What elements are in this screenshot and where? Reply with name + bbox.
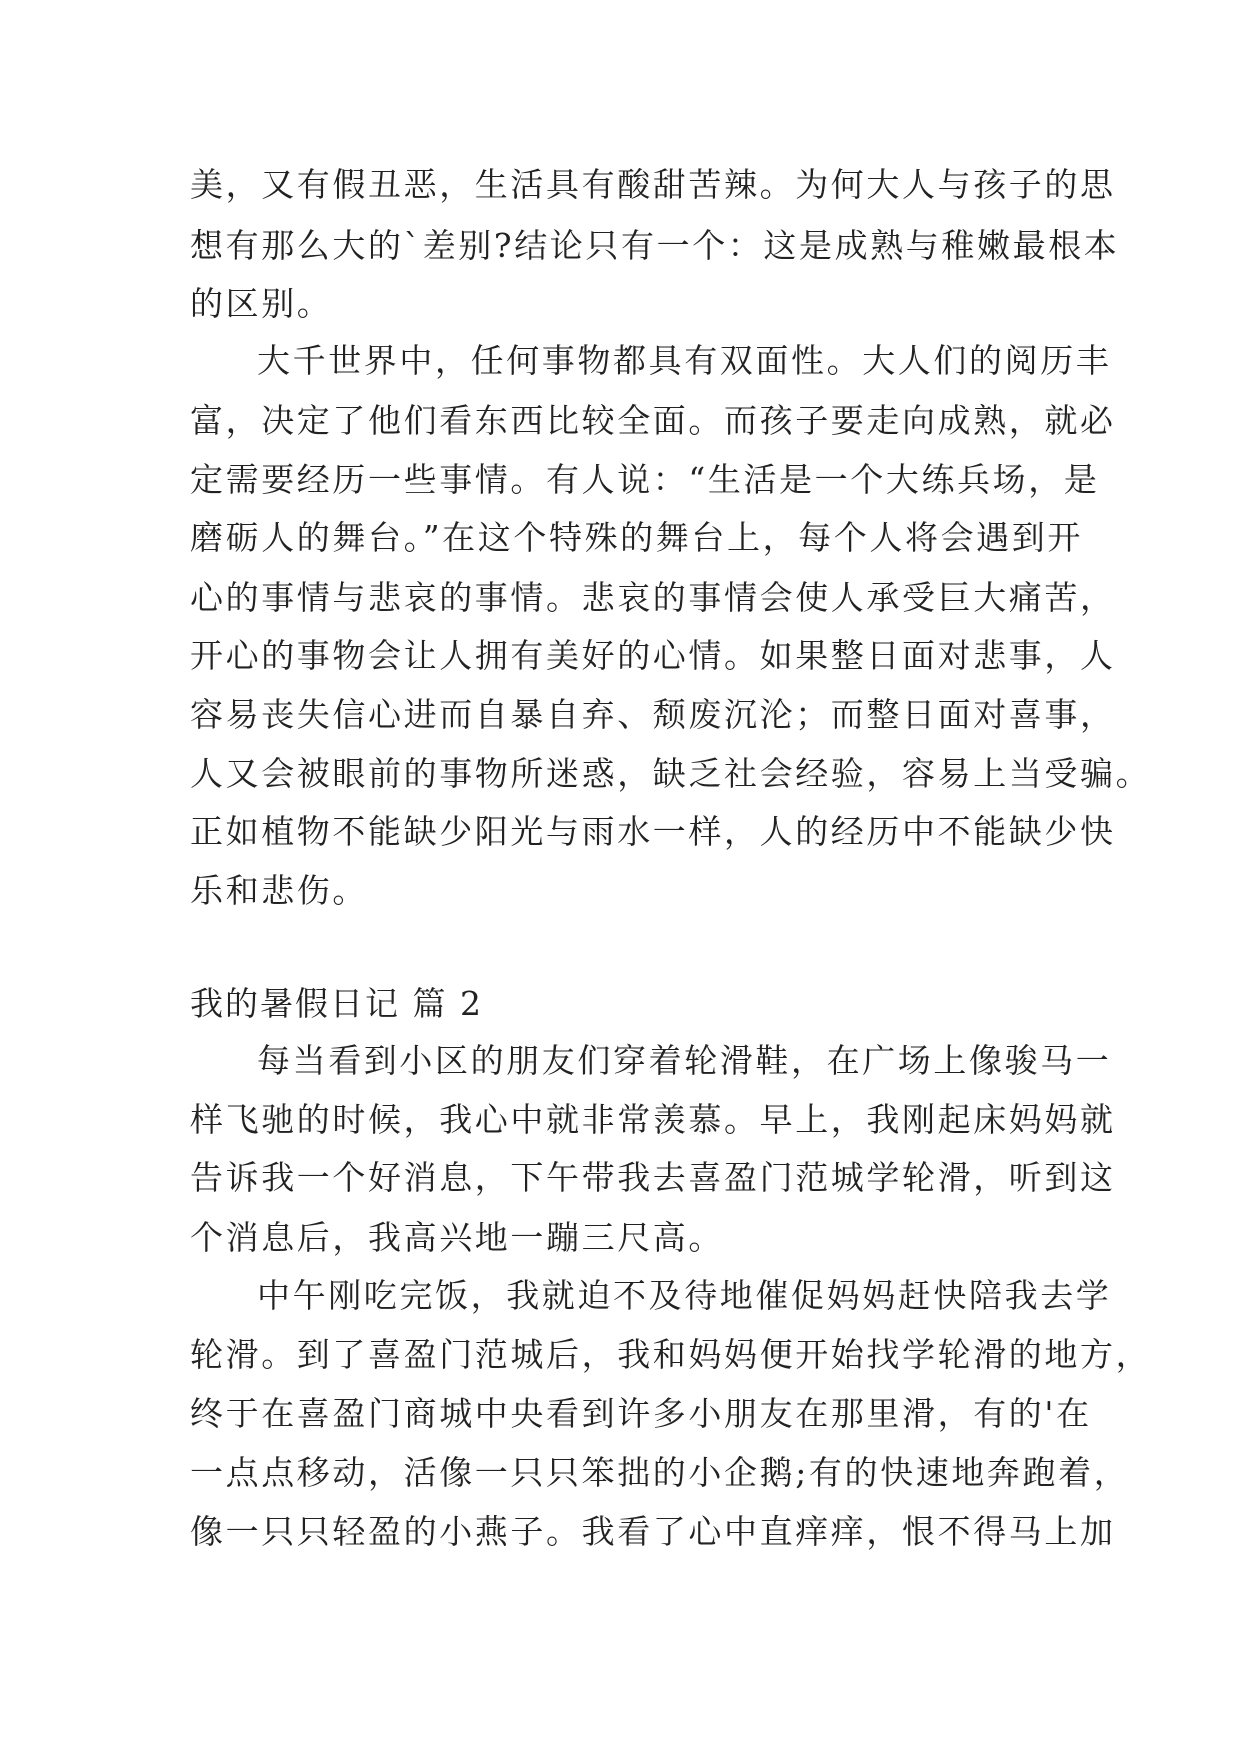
paragraph-line: 想有那么大的`差别?结论只有一个：这是成熟与稚嫩最根本 — [190, 226, 1120, 265]
paragraph-line: 每当看到小区的朋友们穿着轮滑鞋，在广场上像骏马一 — [257, 1041, 1112, 1080]
paragraph-line: 大千世界中，任何事物都具有双面性。大人们的阅历丰 — [257, 341, 1112, 380]
paragraph-line: 终于在喜盈门商城中央看到许多小朋友在那里滑，有的'在 — [190, 1394, 1092, 1433]
paragraph-line: 中午刚吃完饭，我就迫不及待地催促妈妈赶快陪我去学 — [257, 1276, 1112, 1315]
paragraph-line: 心的事情与悲哀的事情。悲哀的事情会使人承受巨大痛苦， — [190, 578, 1116, 617]
paragraph-line: 磨砺人的舞台。”在这个特殊的舞台上，每个人将会遇到开 — [190, 518, 1083, 557]
paragraph-line: 美，又有假丑恶，生活具有酸甜苦辣。为何大人与孩子的思 — [190, 165, 1116, 204]
paragraph-line: 人又会被眼前的事物所迷惑，缺乏社会经验，容易上当受骗。 — [190, 754, 1152, 793]
paragraph-line: 富，决定了他们看东西比较全面。而孩子要走向成熟，就必 — [190, 401, 1116, 440]
paragraph-line: 一点点移动，活像一只只笨拙的小企鹅;有的快速地奔跑着， — [190, 1453, 1130, 1492]
paragraph-line: 个消息后，我高兴地一蹦三尺高。 — [190, 1218, 724, 1257]
paragraph-line: 像一只只轻盈的小燕子。我看了心中直痒痒，恨不得马上加 — [190, 1512, 1116, 1551]
paragraph-line: 容易丧失信心进而自暴自弃、颓废沉沦；而整日面对喜事， — [190, 695, 1116, 734]
paragraph-line: 定需要经历一些事情。有人说：“生活是一个大练兵场，是 — [190, 460, 1100, 499]
paragraph-line: 的区别。 — [190, 284, 333, 323]
paragraph-line: 乐和悲伤。 — [190, 871, 368, 910]
paragraph-line: 样飞驰的时候，我心中就非常羡慕。早上，我刚起床妈妈就 — [190, 1100, 1116, 1139]
paragraph-line: 正如植物不能缺少阳光与雨水一样，人的经历中不能缺少快 — [190, 812, 1116, 851]
section-title: 我的暑假日记 篇 2 — [190, 984, 483, 1023]
paragraph-line: 轮滑。到了喜盈门范城后，我和妈妈便开始找学轮滑的地方， — [190, 1335, 1152, 1374]
paragraph-line: 告诉我一个好消息，下午带我去喜盈门范城学轮滑，听到这 — [190, 1158, 1116, 1197]
paragraph-line: 开心的事物会让人拥有美好的心情。如果整日面对悲事，人 — [190, 636, 1116, 675]
